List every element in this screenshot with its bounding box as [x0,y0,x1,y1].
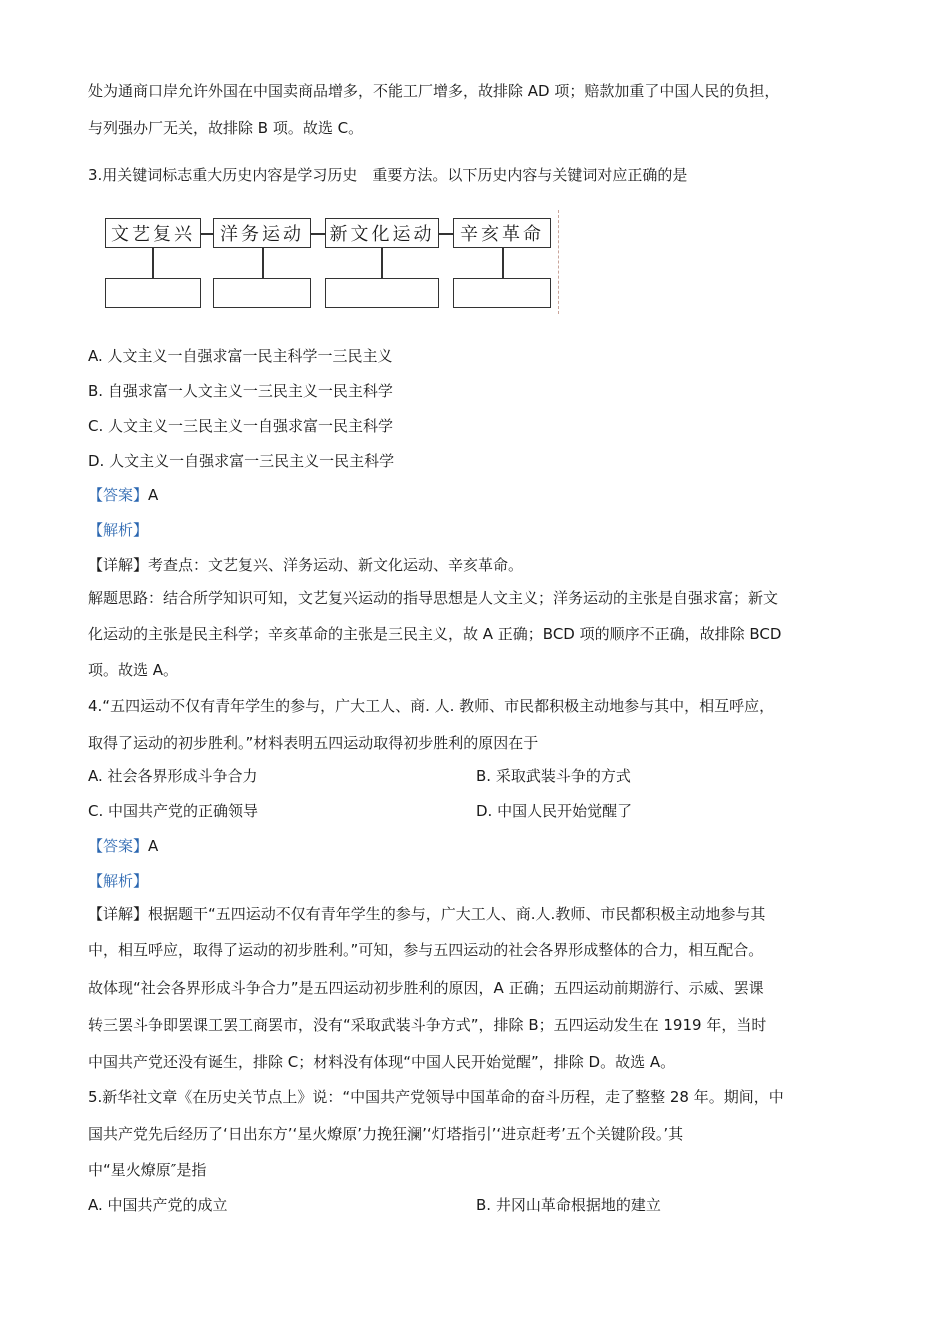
q4-detail [88,904,765,924]
q4-detail-line: 中，相互呼应，取得了运动的初步胜利。”可知，参与五四运动的社会各界形成整体的合力，相互配合。 [88,941,764,959]
q3-option-a: A. 人文主义一自强求富一民主科学一三民主义 [88,347,393,365]
q4-option-d: D. 中国人民开始觉醒了 [476,802,633,820]
intro-line-1: 处为通商口岸允许外国在中国卖商品增多，不能工厂增多，故排除 AD 项；赔款加重了中国人民的负担， [88,82,780,100]
q4-option-c: C. 中国共产党的正确领导 [88,802,259,820]
detail-tag: 【详解】 [88,556,149,574]
q5-option-a: A. 中国共产党的成立 [88,1196,228,1214]
blank-box [105,278,201,308]
answer-value: A [148,837,159,855]
q4-analysis-tag [88,871,148,891]
keyword-box-westernization: 洋务运动 [213,218,311,248]
connector [262,248,264,278]
connector [381,248,383,278]
analysis-tag: 【解析】 [88,521,149,539]
q4-option-a: A. 社会各界形成斗争合力 [88,767,258,785]
q4-answer [88,836,158,856]
keyword-diagram [100,206,570,314]
q3-option-b: B. 自强求富一人文主义一三民主义一民主科学 [88,382,393,400]
q5-stem-line-1: 5.新华社文章《在历史关节点上》说：“中国共产党领导中国革命的奋斗历程，走了整整 28 年。期间，中 [88,1088,784,1106]
connector [311,233,325,235]
blank-box [453,278,551,308]
q5-option-b: B. 井冈山革命根据地的建立 [476,1196,661,1214]
intro-line-2: 与列强办厂无关，故排除 B 项。故选 C。 [88,119,364,137]
connector [502,248,504,278]
q5-stem-line-2: 国共产党先后经历了‘日出东方’‘星火燎原’力挽狂澜’‘灯塔指引’‘进京赶考’五个关键阶段。’其 [88,1125,684,1143]
q3-analysis-tag [88,520,148,540]
q4-detail-line: 故体现“社会各界形成斗争合力”是五四运动初步胜利的原因，A 正确；五四运动前期游行、示威、罢课 [88,979,764,997]
q3-detail-line: 解题思路：结合所学知识可知，文艺复兴运动的指导思想是人文主义；洋务运动的主张是自强求富；新文 [88,589,779,607]
q3-option-d: D. 人文主义一自强求富一三民主义一民主科学 [88,452,395,470]
keyword-box-new-culture: 新文化运动 [325,218,439,248]
keyword-box-renaissance: 文艺复兴 [105,218,201,248]
blank-box [325,278,439,308]
q4-option-b: B. 采取武装斗争的方式 [476,767,631,785]
answer-tag: 【答案】 [88,837,149,855]
connector [201,233,213,235]
answer-tag: 【答案】 [88,486,149,504]
q3-answer [88,485,158,505]
q4-detail-line: 转三罢斗争即罢课工罢工商罢市，没有“采取武装斗争方式”，排除 B；五四运动发生在 1919 年，当时 [88,1016,767,1034]
dashed-edge [558,210,559,314]
q5-stem-line-3: 中“星火燎原″是指 [88,1161,207,1179]
q4-stem-line-1: 4.“五四运动不仅有青年学生的参与，广大工人、商. 人. 教师、市民都积极主动地参与其中，相互呼应， [88,697,775,715]
answer-value: A [148,486,159,504]
blank-box [213,278,311,308]
q3-detail [88,555,523,575]
q3-option-c: C. 人文主义一三民主义一自强求富一民主科学 [88,417,394,435]
connector [152,248,154,278]
connector [439,233,453,235]
detail-tag: 【详解】 [88,905,149,923]
detail-text: 考查点：文艺复兴、洋务运动、新文化运动、辛亥革命。 [148,556,524,574]
keyword-box-xinhai: 辛亥革命 [453,218,551,248]
q3-detail-line: 化运动的主张是民主科学；辛亥革命的主张是三民主义，故 A 正确；BCD 项的顺序不正确，故排除 BCD [88,625,782,643]
q4-detail-line: 中国共产党还没有诞生，排除 C；材料没有体现“中国人民开始觉醒”，排除 D。故选 A。 [88,1053,676,1071]
q3-stem: 3.用关键词标志重大历史内容是学习历史 重要方法。以下历史内容与关键词对应正确的是 [88,166,688,184]
detail-text: 根据题干“五四运动不仅有青年学生的参与，广大工人、商.人.教师、市民都积极主动地参与其 [148,905,766,923]
q4-stem-line-2: 取得了运动的初步胜利。”材料表明五四运动取得初步胜利的原因在于 [88,734,539,752]
analysis-tag: 【解析】 [88,872,149,890]
q3-detail-line: 项。故选 A。 [88,661,179,679]
